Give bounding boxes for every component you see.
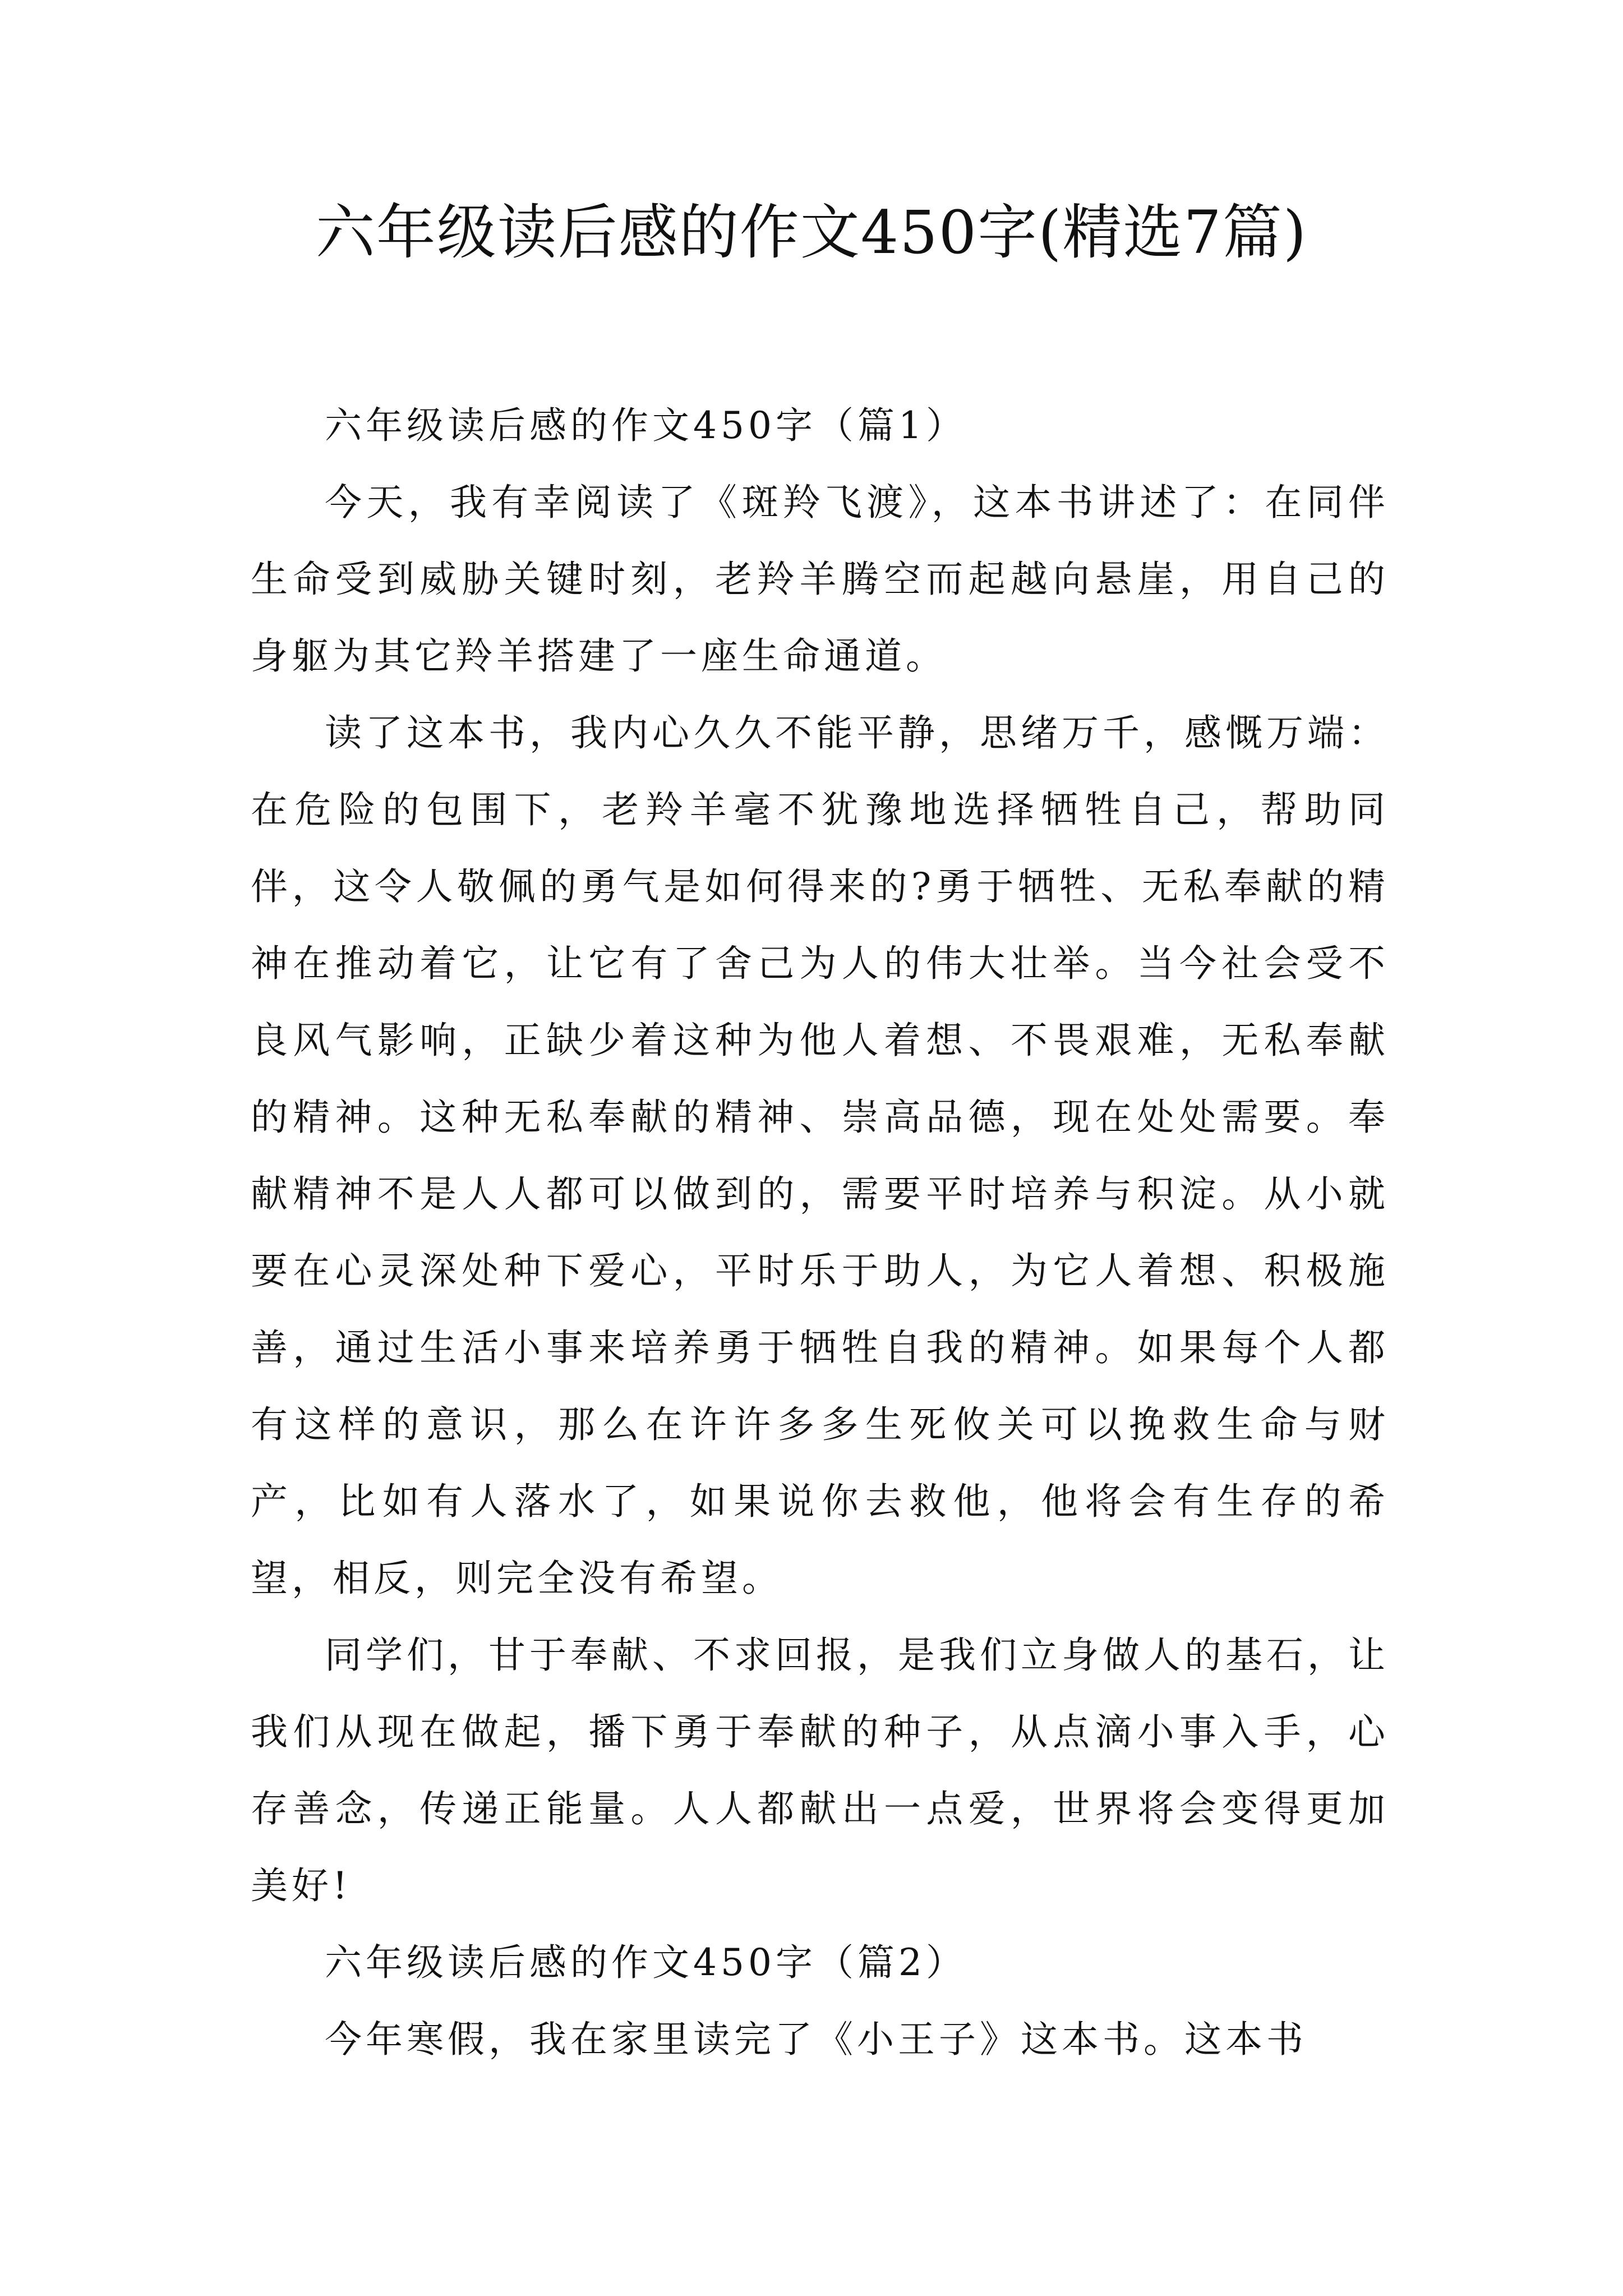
paragraph-1: 今天，我有幸阅读了《斑羚飞渡》，这本书讲述了：在同伴生命受到威胁关键时刻，老羚羊腾空而起越向悬崖，用自己的身躯为其它羚羊搭建了一座生命通道。 xyxy=(251,481,1389,678)
paragraph-4: 今年寒假，我在家里读完了《小王子》这本书。这本书 xyxy=(325,2018,1307,2061)
paragraph-2: 读了这本书，我内心久久不能平静，思绪万千，感慨万端：在危险的包围下，老羚羊毫不犹豫地选择牺牲自己，帮助同伴，这令人敬佩的勇气是如何得来的?勇于牺牲、无私奉献的精神在推动着它，让它有了舍己为人的伟大壮举。当今社会受不良风气影响，正缺少着这种为他人着想、不畏艰难，无私奉献的精神。这种无私奉献的精神、崇高品德，现在处处需要。奉献精神不是人人都可以做到的，需要平时培养与积淀。从小就要在心灵深处种下爱心，平时乐于助人，为它人着想、积极施善，通过生活小事来培养勇于牺牲自我的精神。如果每个人都有这样的意识，那么在许许多多生死攸关可以挽救生命与财产，比如有人落水了，如果说你去救他，他将会有生存的希望，相反，则完全没有希望。 xyxy=(251,711,1389,1600)
document-title: 六年级读后感的作文450字(精选7篇) xyxy=(315,198,1308,267)
section-heading-1: 六年级读后感的作文450字（篇1） xyxy=(325,404,967,447)
document-body xyxy=(251,387,1389,2078)
paragraph-3: 同学们，甘于奉献、不求回报，是我们立身做人的基石，让我们从现在做起，播下勇于奉献的种子，从点滴小事入手，心存善念，传递正能量。人人都献出一点爱，世界将会变得更加美好! xyxy=(251,1634,1389,1907)
section-heading-2: 六年级读后感的作文450字（篇2） xyxy=(325,1941,967,1984)
